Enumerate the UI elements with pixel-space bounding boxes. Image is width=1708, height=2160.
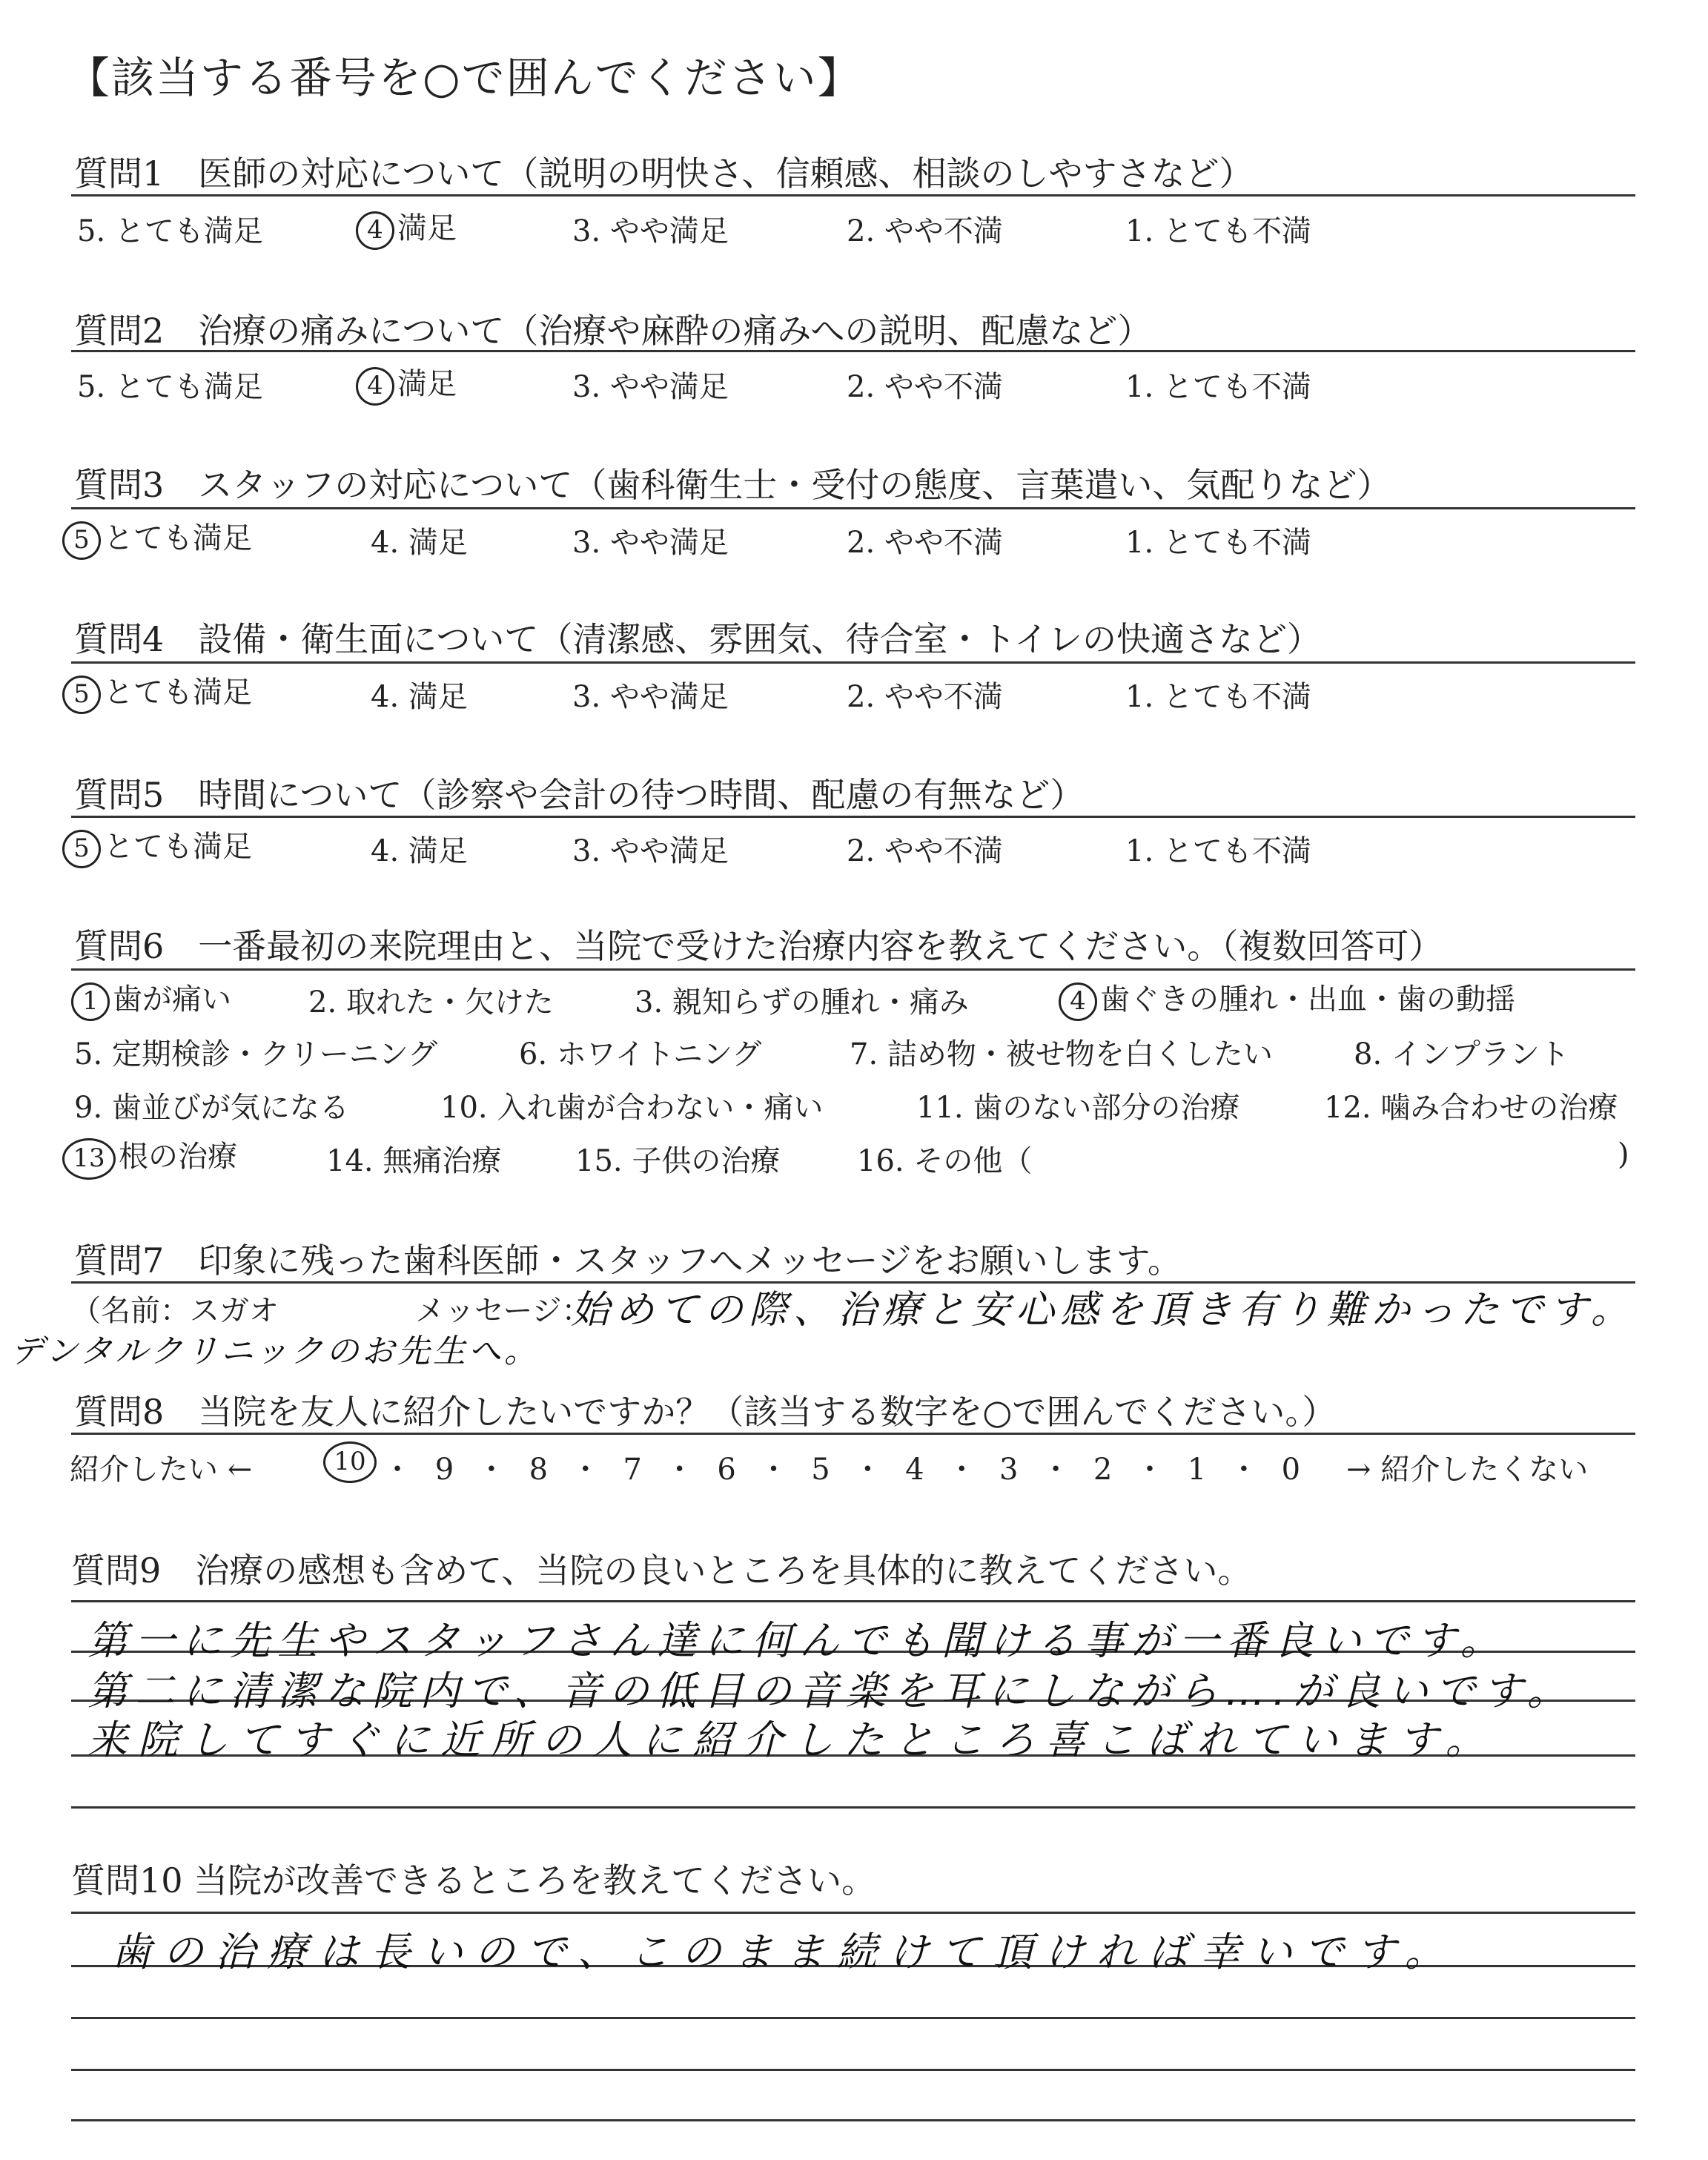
other-close-paren: ): [1618, 1137, 1629, 1172]
reason-4-selected[interactable]: 4 歯ぐきの腫れ・出血・歯の動揺: [1059, 976, 1515, 1021]
option-3[interactable]: 3. やや満足: [572, 526, 729, 560]
question-heading: 質問4 設備・衛生面について（清潔感、雰囲気、待合室・トイレの快適さなど）: [74, 619, 1322, 659]
reason-15[interactable]: 15. 子供の治療: [575, 1144, 781, 1178]
answer-line: [71, 1600, 1635, 1602]
option-2[interactable]: 2. やや不満: [847, 214, 1003, 248]
option-5-selected[interactable]: 5 とても満足: [62, 823, 252, 868]
option-4[interactable]: 4. 満足: [371, 834, 468, 868]
reason-2[interactable]: 2. 取れた・欠けた: [308, 985, 554, 1020]
answer-line: [71, 1912, 1635, 1914]
reason-3[interactable]: 3. 親知らずの腫れ・痛み: [635, 985, 969, 1020]
reason-16-other[interactable]: 16. その他（: [857, 1144, 1033, 1178]
option-5[interactable]: 5. とても満足: [77, 370, 263, 404]
option-3[interactable]: 3. やや満足: [572, 370, 729, 404]
recommend-right-label: → 紹介したくない: [1346, 1453, 1589, 1487]
reason-13-selected[interactable]: 13 根の治療: [62, 1133, 237, 1180]
reason-10[interactable]: 10. 入れ歯が合わない・痛い: [440, 1091, 824, 1125]
option-1[interactable]: 1. とても不満: [1125, 370, 1311, 404]
selected-circle: 4: [1059, 982, 1097, 1021]
recommend-left-label: 紹介したい ←: [70, 1453, 253, 1487]
message-label: メッセージ：: [415, 1294, 592, 1328]
divider: [71, 350, 1635, 352]
divider: [71, 1433, 1635, 1435]
reason-9[interactable]: 9. 歯並びが気になる: [74, 1091, 349, 1125]
divider: [71, 816, 1635, 818]
reason-11[interactable]: 11. 歯のない部分の治療: [916, 1091, 1240, 1125]
option-4[interactable]: 4. 満足: [371, 680, 468, 714]
option-5-selected[interactable]: 5 とても満足: [62, 669, 252, 714]
reason-12[interactable]: 12. 噛み合わせの治療: [1324, 1091, 1618, 1125]
option-5[interactable]: 5. とても満足: [77, 214, 263, 248]
option-1[interactable]: 1. とても不満: [1125, 214, 1311, 248]
question-heading: 質問2 治療の痛みについて（治療や麻酔の痛みへの説明、配慮など）: [74, 311, 1152, 351]
selected-circle: 1: [71, 982, 110, 1021]
handwritten-message-addressee: デンタルクリニックのお先生へ。: [10, 1332, 540, 1370]
answer-line: [71, 1806, 1635, 1809]
selected-circle: 4: [356, 367, 394, 406]
recommend-selected[interactable]: [323, 1441, 380, 1483]
option-2[interactable]: 2. やや不満: [847, 526, 1003, 560]
question-heading: 質問9 治療の感想も含めて、当院の良いところを具体的に教えてください。: [71, 1550, 1252, 1591]
selected-circle: 5: [62, 676, 101, 714]
question-heading: 質問1 医師の対応について（説明の明快さ、信頼感、相談のしやすさなど）: [74, 153, 1254, 194]
handwritten-answer-line: 歯の治療は長いので、このまま続けて頂ければ幸いです。: [111, 1929, 1457, 1975]
divider: [71, 507, 1635, 509]
selected-circle: 10: [323, 1441, 377, 1483]
option-1[interactable]: 1. とても不満: [1125, 834, 1311, 868]
option-4[interactable]: 4. 満足: [371, 526, 468, 560]
option-2[interactable]: 2. やや不満: [847, 370, 1003, 404]
question-heading: 質問5 時間について（診察や会計の待つ時間、配慮の有無など）: [74, 775, 1085, 815]
option-5-selected[interactable]: 5 とても満足: [62, 515, 252, 560]
option-4-selected[interactable]: 4 満足: [356, 205, 457, 250]
option-4-selected[interactable]: 4 満足: [356, 360, 457, 406]
handwritten-answer-line: 第二に清潔な院内で、音の低目の音楽を耳にしながら….が良いです。: [87, 1668, 1575, 1714]
answer-line: [71, 2069, 1635, 2071]
handwritten-answer-line: 来院してすぐに近所の人に紹介したところ喜こばれています。: [87, 1717, 1496, 1763]
option-3[interactable]: 3. やや満足: [572, 834, 729, 868]
reason-8[interactable]: 8. インプラント: [1354, 1037, 1569, 1071]
divider: [71, 968, 1635, 971]
divider: [71, 661, 1635, 664]
question-heading: 質問6 一番最初の来院理由と、当院で受けた治療内容を教えてください。（複数回答可）: [74, 926, 1443, 966]
divider: [71, 194, 1635, 196]
selected-circle: 4: [356, 211, 394, 250]
question-heading: 質問8 当院を友人に紹介したいですか？（該当する数字を○で囲んでください。）: [74, 1392, 1337, 1432]
selected-circle: 5: [62, 521, 101, 560]
name-label: （名前：スガオ: [71, 1294, 279, 1328]
question-heading: 質問10 当院が改善できるところを教えてください。: [71, 1860, 876, 1900]
reason-14[interactable]: 14. 無痛治療: [326, 1144, 502, 1178]
question-heading: 質問3 スタッフの対応について（歯科衛生士・受付の態度、言葉遣い、気配りなど）: [74, 465, 1391, 505]
reason-7[interactable]: 7. 詰め物・被せ物を白くしたい: [850, 1037, 1273, 1071]
option-1[interactable]: 1. とても不満: [1125, 680, 1311, 714]
selected-circle: 5: [62, 830, 101, 868]
handwritten-message: 始めての際、治療と安心感を頂き有り難かったです。: [571, 1288, 1635, 1332]
question-heading: 質問7 印象に残った歯科医師・スタッフへメッセージをお願いします。: [74, 1241, 1182, 1281]
option-3[interactable]: 3. やや満足: [572, 680, 729, 714]
option-2[interactable]: 2. やや不満: [847, 834, 1003, 868]
form-title: 【該当する番号を○で囲んでください】: [67, 53, 862, 103]
answer-line: [71, 2017, 1635, 2019]
option-3[interactable]: 3. やや満足: [572, 214, 729, 248]
recommend-scale[interactable]: ・ 9 ・ 8 ・ 7 ・ 6 ・ 5 ・ 4 ・ 3 ・ 2 ・ 1 ・ 0: [383, 1453, 1308, 1487]
reason-5[interactable]: 5. 定期検診・クリーニング: [74, 1037, 438, 1071]
option-2[interactable]: 2. やや不満: [847, 680, 1003, 714]
handwritten-answer-line: 第一に先生やスタッフさん達に何んでも聞ける事が一番良いです。: [87, 1617, 1508, 1664]
selected-circle: 13: [62, 1138, 116, 1180]
reason-1-selected[interactable]: 1 歯が痛い: [71, 976, 231, 1021]
option-1[interactable]: 1. とても不満: [1125, 526, 1311, 560]
answer-line: [71, 2119, 1635, 2121]
reason-6[interactable]: 6. ホワイトニング: [519, 1037, 762, 1071]
